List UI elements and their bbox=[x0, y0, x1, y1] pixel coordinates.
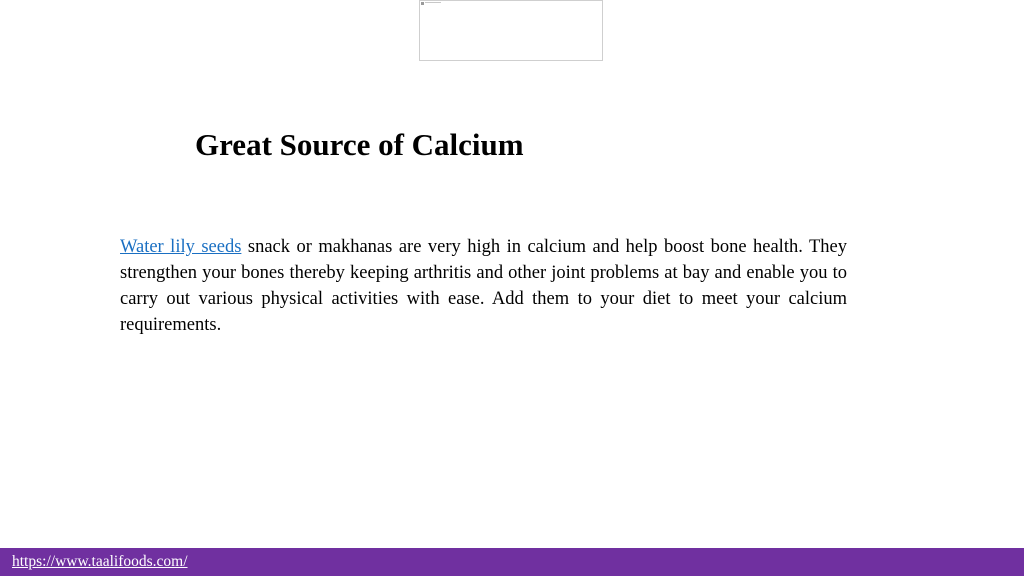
footer-bar bbox=[0, 548, 1024, 576]
body-paragraph-text: snack or makhanas are very high in calcium and help boost bone health. They strengthen your bones thereby keeping arthritis and other joint problems at bay and enable you to carry out various physical activities with ease. Add them to your diet to meet your calcium requirements. bbox=[120, 237, 847, 335]
broken-image-placeholder bbox=[419, 0, 603, 61]
water-lily-seeds-link[interactable]: Water lily seeds bbox=[120, 237, 242, 257]
broken-image-caption bbox=[425, 2, 441, 3]
slide-title: Great Source of Calcium bbox=[195, 127, 524, 162]
body-paragraph bbox=[120, 234, 847, 338]
broken-image-icon bbox=[421, 2, 424, 5]
footer-website-link[interactable]: https://www.taalifoods.com/ bbox=[12, 553, 188, 570]
